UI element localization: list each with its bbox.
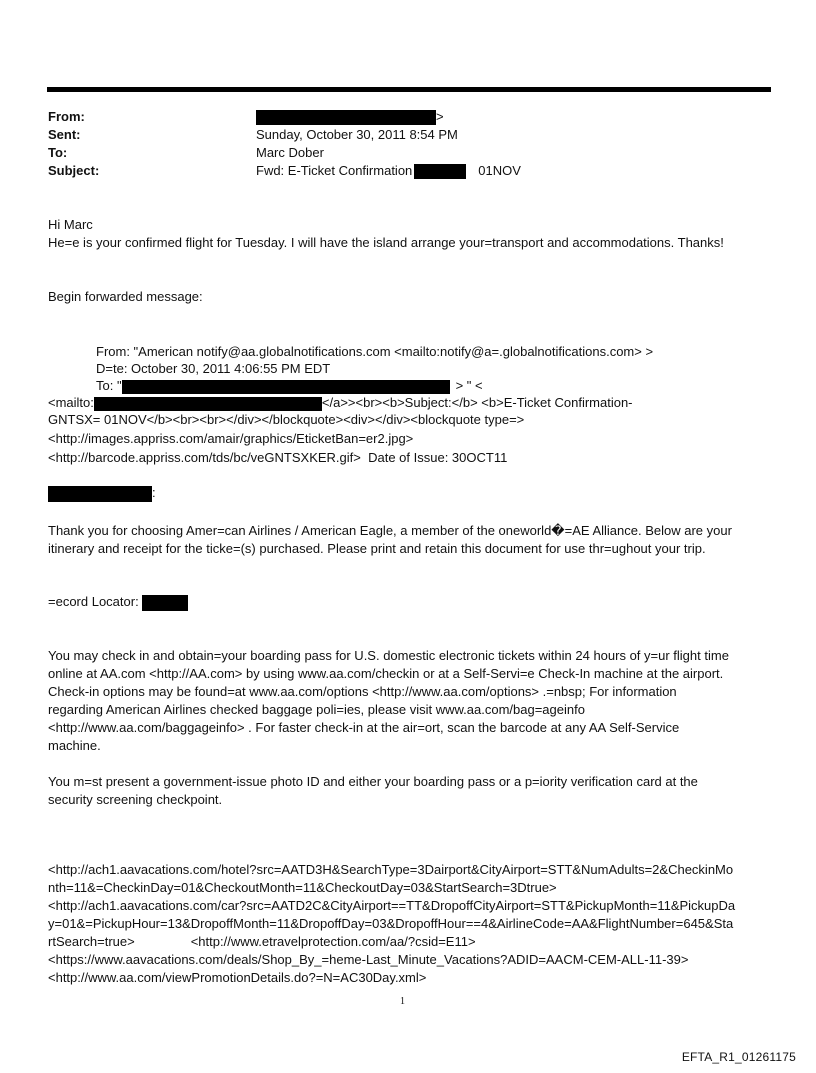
checkin-line-1: You may check in and obtain=your boarding pass for U.S. domestic electronic tickets within 24 hours of y=ur flight time — [48, 648, 729, 663]
link-etravel[interactable]: <http://www.etravelprotection.com/aa/?csid=E11> — [190, 934, 476, 949]
checkin-line-4: regarding American Airlines checked baggage poli=ies, please visit www.aa.com/bag=ageinfo — [48, 702, 585, 717]
barcode-line — [48, 449, 507, 467]
redaction-block — [142, 595, 188, 611]
redaction-block — [94, 397, 322, 411]
fwd-from-line: From: "American notify@aa.globalnotifications.com <mailto:notify@a=.globalnotifications.com> > — [96, 344, 654, 359]
intro-line: He=e is your confirmed flight for Tuesday. I will have the island arrange your=transport and accommodations. Thanks! — [48, 235, 724, 250]
fwd-mailto-line — [48, 394, 633, 412]
header-rule — [47, 87, 771, 92]
page-number: 1 — [400, 996, 405, 1007]
checkin-line-5: <http://www.aa.com/baggageinfo> . For faster check-in at the air=ort, scan the barcode at any AA Self-Service — [48, 720, 680, 735]
link-hotel-2[interactable]: nth=11&=CheckinDay=01&CheckoutMonth=11&CheckoutDay=03&StartSearch=3Dtrue> — [48, 880, 557, 895]
subject-label: Subject: — [48, 163, 100, 178]
thanks-line-1: Thank you for choosing Amer=can Airlines / American Eagle, a member of the oneworld�=AE Alliance. Below are your — [48, 523, 732, 538]
id-line-2: security screening checkpoint. — [48, 792, 223, 807]
from-value — [256, 108, 444, 126]
link-car-2[interactable]: y=01&=PickupHour=13&DropoffMonth=11&DropoffDay=03&DropoffHour==4&AirlineCode=AA&FlightNumber=645&Sta — [48, 916, 734, 931]
subject-value — [256, 162, 521, 180]
subject-prefix: Fwd: E-Ticket Confirmation — [256, 163, 413, 178]
checkin-line-2: online at AA.com <http://AA.com> by using www.aa.com/checkin or at a Self-Servi=e Check-In machine at the airport. — [48, 666, 724, 681]
to-label: To: — [48, 145, 68, 160]
redaction-block — [48, 486, 152, 502]
redaction-block — [122, 380, 450, 394]
barcode-url[interactable]: <http://barcode.appriss.com/tds/bc/veGNTSXKER.gif> — [48, 450, 361, 465]
sent-value: Sunday, October 30, 2011 8:54 PM — [256, 127, 458, 142]
image-url[interactable]: <http://images.appriss.com/amair/graphics/EticketBan=er2.jpg> — [48, 431, 414, 446]
checkin-line-3: Check-in options may be found=at www.aa.com/options <http://www.aa.com/options> .=nbsp; For information — [48, 684, 677, 699]
passenger-name-line — [48, 484, 156, 502]
link-car-3 — [48, 933, 476, 951]
sent-label: Sent: — [48, 127, 81, 142]
fwd-to-prefix: To: " — [96, 378, 122, 393]
link-car-1[interactable]: <http://ach1.aavacations.com/car?src=AATD2C&CityAirport==TT&DropoffCityAirport=STT&PickupMonth=11&PickupDa — [48, 898, 736, 913]
to-value: Marc Dober — [256, 145, 324, 160]
date-of-issue: Date of Issue: 30OCT11 — [368, 450, 508, 465]
fwd-to-suffix: > " < — [455, 378, 483, 393]
id-line-1: You m=st present a government-issue photo ID and either your boarding pass or a p=iority verification card at the — [48, 774, 698, 789]
forward-notice: Begin forwarded message: — [48, 289, 203, 304]
from-suffix: > — [436, 109, 444, 124]
name-suffix: : — [152, 485, 156, 500]
greeting: Hi Marc — [48, 217, 93, 232]
from-label: From: — [48, 109, 85, 124]
document-stamp: EFTA_R1_01261175 — [681, 1050, 796, 1064]
redaction-block — [256, 110, 436, 125]
mailto-suffix: </a>><br><b>Subject:</b> <b>E-Ticket Confirmation- — [321, 395, 633, 410]
subject-suffix: 01NOV — [478, 163, 521, 178]
record-locator-label: =ecord Locator: — [48, 594, 139, 609]
mailto-prefix: <mailto: — [48, 395, 94, 410]
redaction-block — [414, 164, 466, 179]
fwd-date-line: D=te: October 30, 2011 4:06:55 PM EDT — [96, 361, 331, 376]
link-deals[interactable]: <https://www.aavacations.com/deals/Shop_By_=heme-Last_Minute_Vacations?ADID=AACM-CEM-ALL-11-39> — [48, 952, 689, 967]
checkin-line-6: machine. — [48, 738, 101, 753]
link-hotel-1[interactable]: <http://ach1.aavacations.com/hotel?src=AATD3H&SearchType=3Dairport&CityAirport=STT&NumAdults=2&CheckinMo — [48, 862, 734, 877]
link-car-end[interactable]: rtSearch=true> — [48, 934, 135, 949]
record-locator-line — [48, 593, 188, 611]
fwd-to-line — [96, 377, 483, 395]
link-promo[interactable]: <http://www.aa.com/viewPromotionDetails.do?=N=AC30Day.xml> — [48, 970, 427, 985]
thanks-line-2: itinerary and receipt for the ticke=(s) purchased. Please print and retain this document for use thr=ughout your trip. — [48, 541, 706, 556]
fwd-gntsx-line: GNTSX= 01NOV</b><br><br></div></blockquote><div></div><blockquote type=> — [48, 412, 525, 427]
